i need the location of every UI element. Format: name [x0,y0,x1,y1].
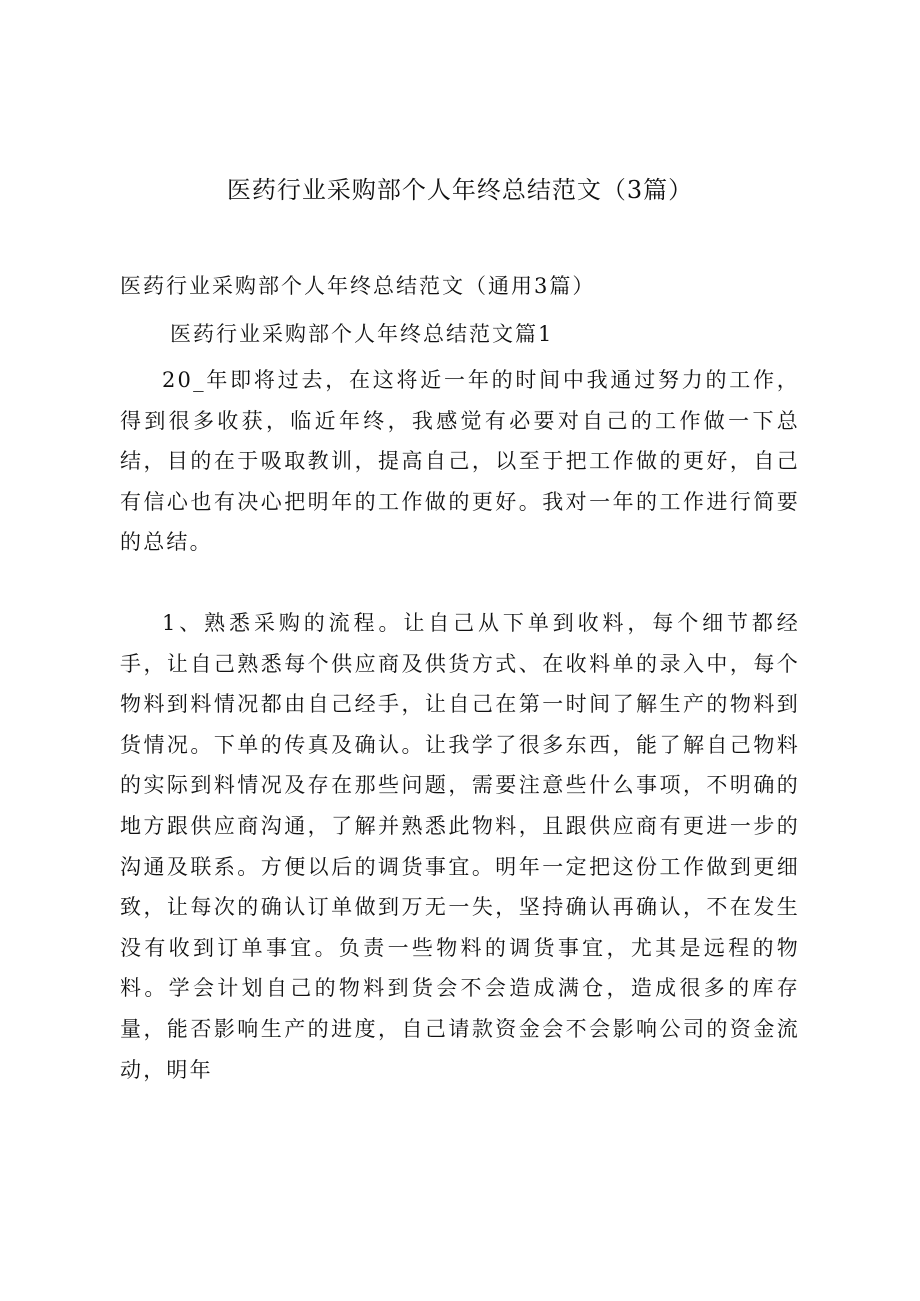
section-heading: 医药行业采购部个人年终总结范文篇1 [170,322,554,346]
document-subtitle: 医药行业采购部个人年终总结范文（通用3篇） [120,274,596,298]
document-title: 医药行业采购部个人年终总结范文（3篇） [226,176,694,204]
paragraph-procurement-process: 1、熟悉采购的流程。让自己从下单到收料，每个细节都经手，让自己熟悉每个供应商及供货方式、在收料单的录入中，每个物料到料情况都由自己经手，让自己在第一时间了解生产的物料到货情况。下单的传真及确认。让我学了很多东西，能了解自己物料的实际到料情况及存在那些问题，需要注意些什么事项，不明确的地方跟供应商沟通，了解并熟悉此物料，且跟供应商有更进一步的沟通及联系。方便以后的调货事宜。明年一定把这份工作做到更细致，让每次的确认订单做到万无一失，坚持确认再确认，不在发生没有收到订单事宜。负责一些物料的调货事宜，尤其是远程的物料。学会计划自己的物料到货会不会造成满仓，造成很多的库存量，能否影响生产的进度，自己请款资金会不会影响公司的资金流动，明年 [120,611,800,1082]
paragraph-intro: 20_年即将过去，在这将近一年的时间中我通过努力的工作，得到很多收获，临近年终，我感觉有必要对自己的工作做一下总结，目的在于吸取教训，提高自己，以至于把工作做的更好，自己有信心也有决心把明年的工作做的更好。我对一年的工作进行简要的总结。 [120,368,800,555]
